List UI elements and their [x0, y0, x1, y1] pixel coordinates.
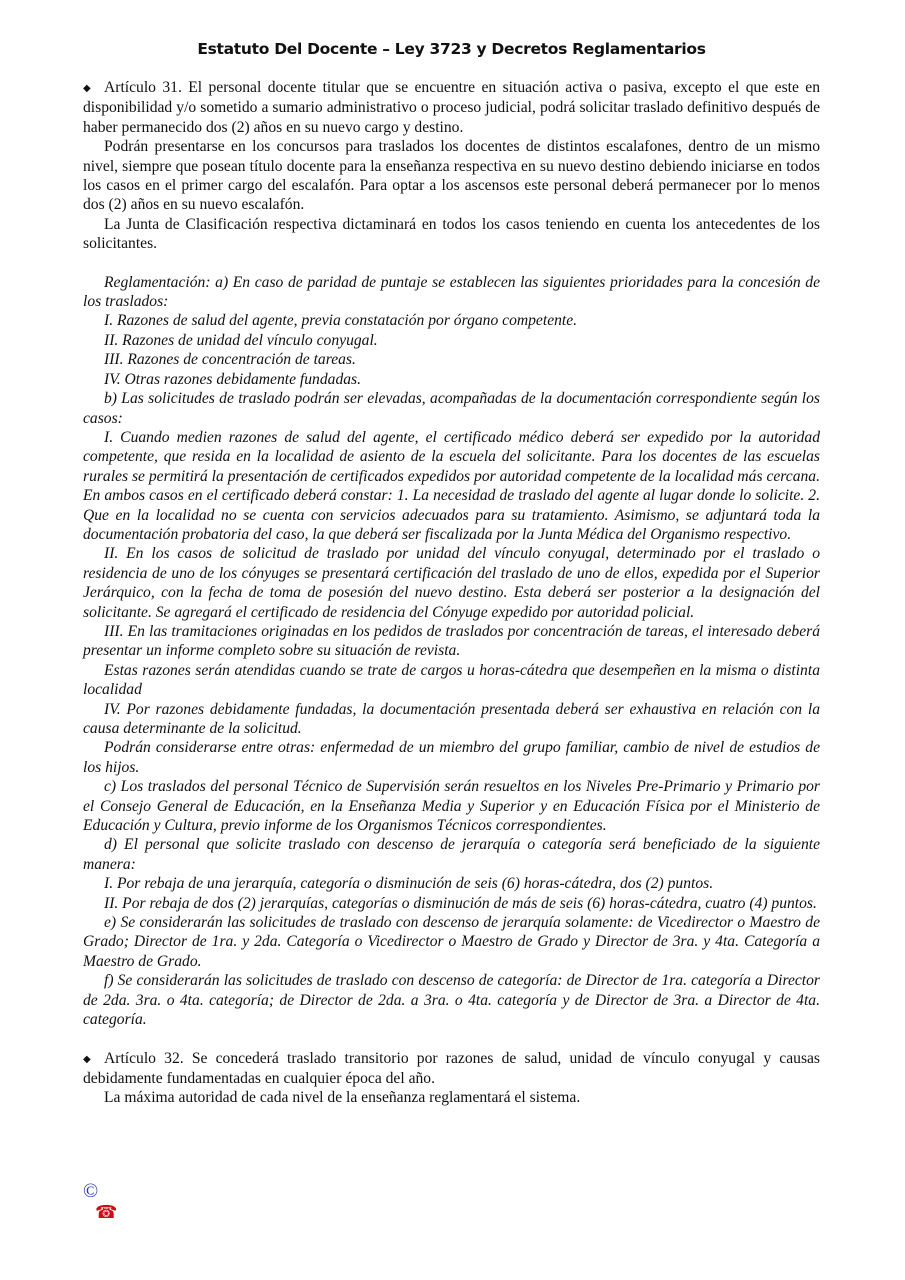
bullet-diamond-icon: ◆	[83, 1053, 91, 1065]
reglamentacion-d-i: I. Por rebaja de una jerarquía, categoría o disminución de seis (6) horas-cátedra, dos (2) puntos.	[104, 875, 714, 893]
reglamentacion-c: c) Los traslados del personal Técnico de Supervisión serán resueltos en los Niveles Pre-Primario y Primario por el Consejo General de Educación, en la Enseñanza Media y Superior y en Educación Física por el Ministerio de Educación y Cultura, previo informe de los Organismos Técnicos correspondientes.	[83, 778, 820, 835]
telephone-icon: ☎	[95, 1202, 118, 1222]
article-31-text-1: Artículo 31. El personal docente titular que se encuentre en situación activa o pasiva, excepto el que este en disponibilidad y/o sometido a sumario administrativo o proceso judicial, podrá solicitar traslado definitivo después de haber permanecido dos (2) años en su nuevo cargo y destino.	[83, 79, 820, 136]
page-header-title: Estatuto Del Docente – Ley 3723 y Decretos Reglamentarios	[197, 40, 706, 58]
reglamentacion-b-iv-note: Podrán considerarse entre otras: enfermedad de un miembro del grupo familiar, cambio de nivel de estudios de los hijos.	[83, 739, 820, 776]
reglamentacion-d-ii: II. Por rebaja de dos (2) jerarquías, categorías o disminución de más de seis (6) horas-cátedra, cuatro (4) puntos.	[104, 894, 817, 912]
reglamentacion-d: d) El personal que solicite traslado con descenso de jerarquía o categoría será beneficiado de la siguiente manera:	[83, 836, 820, 873]
article-31-paragraph-3: La Junta de Clasificación respectiva dictaminará en todos los casos teniendo en cuenta los antecedentes de los solicitantes.	[83, 215, 820, 253]
article-31-paragraph-1	[83, 78, 820, 137]
article-32-paragraph-1	[83, 1049, 820, 1089]
reglamentacion-a: Reglamentación: a) En caso de paridad de puntaje se establecen las siguientes prioridades para la concesión de los traslados:	[83, 273, 820, 311]
reglamentacion-b-i: I. Cuando medien razones de salud del agente, el certificado médico deberá ser expedido por la autoridad competente, que resida en la localidad de asiento de la escuela del solicitante. Para los docentes de las escuelas rurales se permitirá la presentación de certificados expedidos por autoridad competente de la localidad más cercana. En ambos casos en el certificado deberá constar: 1. La necesidad de traslado del agente al lugar donde lo solicite. 2. Que en la localidad no se cuenta con servicios adecuados para su tratamiento. Asimismo, se adjuntará toda la documentación probatoria del caso, la que deberá ser fiscalizada por la Junta Médica del Organismo respectivo.	[83, 428, 820, 543]
document-page	[83, 40, 820, 1108]
reglamentacion-a-iii: III. Razones de concentración de tareas.	[104, 351, 356, 369]
reglamentacion-f: f) Se considerarán las solicitudes de traslado con descenso de categoría: de Director de 1ra. categoría a Director de 2da. 3ra. o 4ta. categoría; de Director de 2da. a 3ra. o 4ta. categoría y de Director de 3ra. a Director de 4ta. categoría.	[83, 972, 820, 1029]
reglamentacion-b-iii: III. En las tramitaciones originadas en los pedidos de traslados por concentración de tareas, el interesado deberá presentar un informe completo sobre su situación de revista.	[83, 622, 820, 660]
section-spacer	[83, 1030, 820, 1049]
page-footer	[83, 1180, 117, 1222]
article-32-paragraph-2: La máxima autoridad de cada nivel de la enseñanza reglamentará el sistema.	[104, 1089, 581, 1107]
document-body	[83, 78, 820, 1108]
article-32-text-1: Artículo 32. Se concederá traslado transitorio por razones de salud, unidad de vínculo conyugal y causas debidamente fundamentadas en cualquier época del año.	[83, 1049, 820, 1087]
reglamentacion-a-iv: IV. Otras razones debidamente fundadas.	[104, 370, 361, 388]
section-spacer	[83, 254, 820, 273]
bullet-diamond-icon: ◆	[83, 83, 91, 94]
reglamentacion-a-i: I. Razones de salud del agente, previa constatación por órgano competente.	[104, 312, 578, 330]
copyright-icon: ©	[83, 1180, 99, 1202]
reglamentacion-b-ii: II. En los casos de solicitud de traslado por unidad del vínculo conyugal, determinado por el traslado o residencia de uno de los cónyuges se presentará certificación del traslado de uno de ellos, expedida por el Superior Jerárquico, con la fecha de toma de posesión del nuevo destino. Esta deberá ser posterior a la designación del solicitante. Se agregará el certificado de residencia del Cónyuge expedido por autoridad policial.	[83, 545, 820, 621]
reglamentacion-b: b) Las solicitudes de traslado podrán ser elevadas, acompañadas de la documentación correspondiente según los casos:	[83, 390, 820, 427]
article-31-paragraph-2: Podrán presentarse en los concursos para traslados los docentes de distintos escalafones, dentro de un mismo nivel, siempre que posean título docente para la enseñanza respectiva en su nuevo destino debiendo iniciarse en todos los casos en el primer cargo del escalafón. Para optar a los ascensos este personal deberá permanecer por lo menos dos (2) años en su nuevo escalafón.	[83, 138, 820, 214]
reglamentacion-b-iv: IV. Por razones debidamente fundadas, la documentación presentada deberá ser exhaustiva en relación con la causa determinante de la solicitud.	[83, 700, 820, 737]
reglamentacion-e: e) Se considerarán las solicitudes de traslado con descenso de jerarquía solamente: de Vicedirector o Maestro de Grado; Director de 1ra. y 2da. Categoría o Vicedirector o Maestro de Grado y Director de 3ra. y 4ta. Categoría a Maestro de Grado.	[83, 914, 820, 970]
reglamentacion-a-ii: II. Razones de unidad del vínculo conyugal.	[104, 331, 378, 349]
reglamentacion-b-iii-note: Estas razones serán atendidas cuando se trate de cargos u horas-cátedra que desempeñen en la misma o distinta localidad	[83, 661, 820, 699]
